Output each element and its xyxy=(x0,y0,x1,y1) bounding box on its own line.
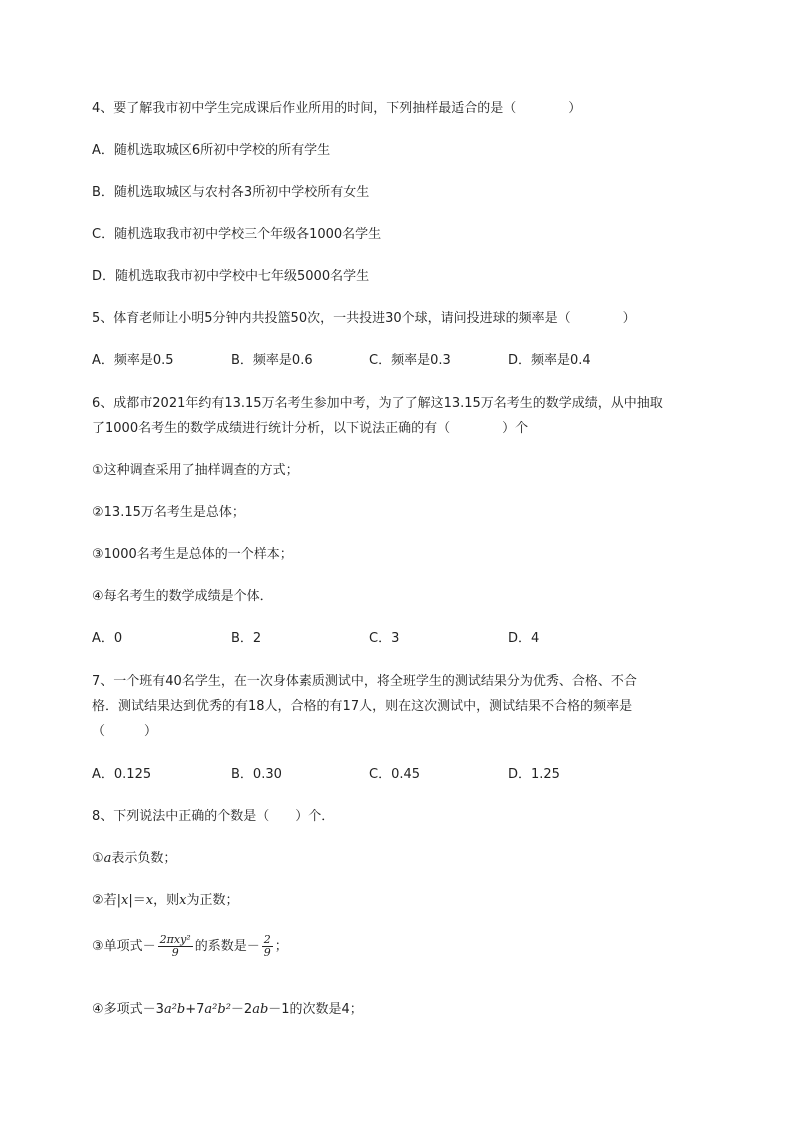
term-a2b: a²b xyxy=(163,1002,186,1017)
statement-1-marker: ① xyxy=(92,851,104,866)
question-5-option-b: B．频率是0.6 xyxy=(231,353,313,368)
monomial-numerator: 2πxy² xyxy=(159,933,191,946)
statement-3-prefix: ③单项式－ xyxy=(92,939,156,954)
coefficient-denominator: 9 xyxy=(263,946,271,959)
question-8-statement-3 xyxy=(92,932,288,962)
statement-4-prefix: ④多项式－3 xyxy=(92,1002,164,1017)
question-7-option-c: C．0.45 xyxy=(369,767,421,782)
question-5-option-d: D．频率是0.4 xyxy=(508,353,591,368)
question-4-option-d: D．随机选取我市初中学校中七年级5000名学生 xyxy=(92,269,370,284)
question-8-stem: 8、下列说法中正确的个数是（ ）个． xyxy=(92,809,335,824)
monomial-denominator: 9 xyxy=(171,946,179,959)
question-6-statement-4: ④每名考生的数学成绩是个体． xyxy=(92,589,273,604)
monomial-fraction xyxy=(158,934,193,959)
question-5-option-a: A．频率是0.5 xyxy=(92,353,174,368)
question-4-option-c: C．随机选取我市初中学校三个年级各1000名学生 xyxy=(92,227,382,242)
variable-x: x xyxy=(121,893,129,908)
question-7-stem-line-2: 格．测试结果达到优秀的有18人，合格的有17人，则在这次测试中，测试结果不合格的频率是 xyxy=(92,699,633,714)
question-8-statement-1 xyxy=(92,850,176,868)
statement-2-equals: |＝ xyxy=(128,893,146,908)
question-6-stem-line-1: 6、成都市2021年约有13.15万名考生参加中考，为了了解这13.15万名考生的数学成绩，从中抽取 xyxy=(92,396,663,411)
question-6-statement-2: ②13.15万名考生是总体； xyxy=(92,505,245,520)
question-6-statement-1: ①这种调查采用了抽样调查的方式； xyxy=(92,463,299,478)
question-4-option-a: A．随机选取城区6所初中学校的所有学生 xyxy=(92,143,331,158)
question-7-option-d: D．1.25 xyxy=(508,767,560,782)
variable-x: x xyxy=(145,893,154,908)
statement-2-prefix: ②若| xyxy=(92,893,122,908)
statement-2-text: 为正数； xyxy=(186,893,239,908)
question-6-option-b: B．2 xyxy=(231,631,262,646)
question-6-option-a: A．0 xyxy=(92,631,123,646)
question-4-option-b: B．随机选取城区与农村各3所初中学校所有女生 xyxy=(92,185,370,200)
statement-3-end: ； xyxy=(274,939,288,954)
statement-4-text: －1的次数是4； xyxy=(268,1002,363,1017)
question-7-option-a: A．0.125 xyxy=(92,767,152,782)
term-ab: ab xyxy=(252,1002,269,1017)
coefficient-numerator: 2 xyxy=(263,933,271,946)
question-8-statement-2 xyxy=(92,892,239,910)
question-6-option-c: C．3 xyxy=(369,631,400,646)
statement-3-mid: 的系数是－ xyxy=(194,939,260,954)
question-7-stem-line-3: （ ） xyxy=(92,724,158,739)
question-6-statement-3: ③1000名考生是总体的一个样本； xyxy=(92,547,293,562)
question-5-stem: 5、体育老师让小明5分钟内共投篮50次，一共投进30个球，请问投进球的频率是（ ） xyxy=(92,311,636,326)
question-4-stem: 4、要了解我市初中学生完成课后作业所用的时间，下列抽样最适合的是（ ） xyxy=(92,101,582,116)
statement-2-then: ，则 xyxy=(153,893,180,908)
question-6-stem-line-2: 了1000名考生的数学成绩进行统计分析，以下说法正确的有（ ）个 xyxy=(92,421,529,436)
coefficient-fraction xyxy=(262,934,273,959)
statement-1-text: 表示负数； xyxy=(111,851,177,866)
question-7-option-b: B．0.30 xyxy=(231,767,282,782)
question-8-statement-4 xyxy=(92,1001,363,1019)
variable-a: a xyxy=(103,851,112,866)
plus-seven: +7 xyxy=(185,1002,205,1017)
minus-two: －2 xyxy=(230,1002,253,1017)
term-a2b2: a²b² xyxy=(204,1002,231,1017)
question-6-option-d: D．4 xyxy=(508,631,540,646)
variable-x: x xyxy=(179,893,187,908)
question-7-stem-line-1: 7、一个班有40名学生，在一次身体素质测试中，将全班学生的测试结果分为优秀、合格、不合 xyxy=(92,674,637,689)
question-5-option-c: C．频率是0.3 xyxy=(369,353,451,368)
